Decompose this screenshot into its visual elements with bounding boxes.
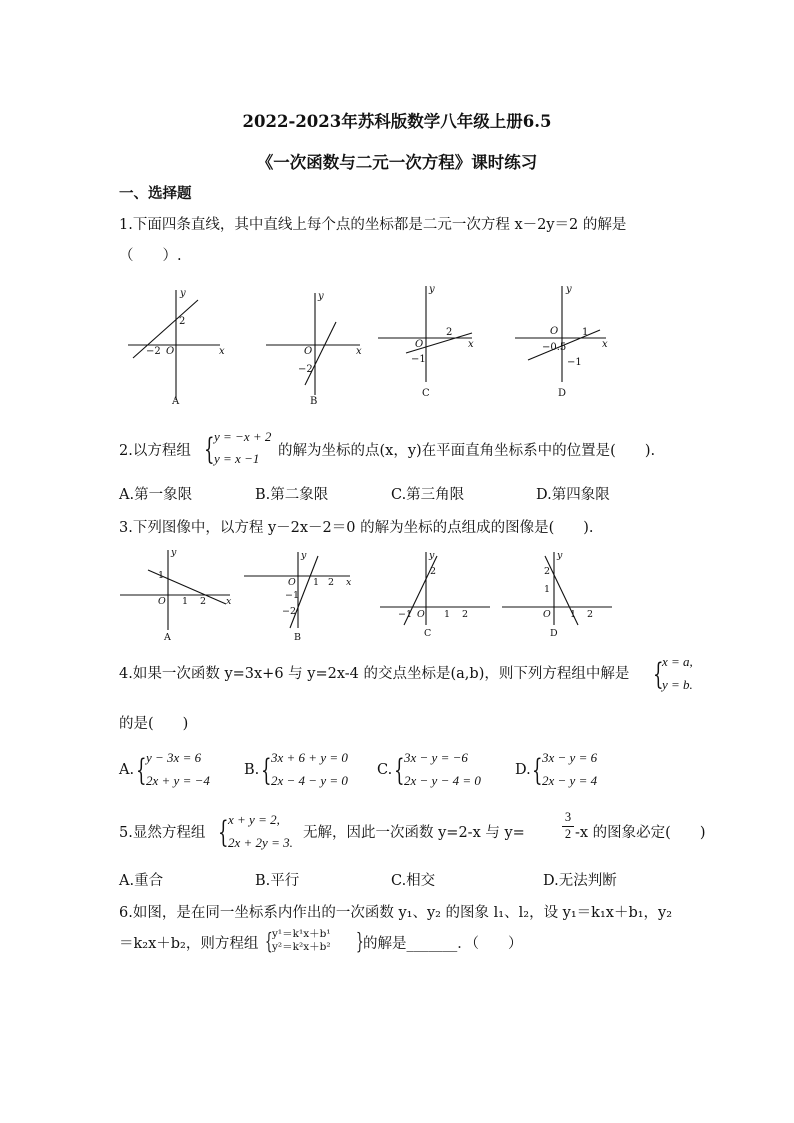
svg-text:y: y xyxy=(429,284,435,295)
q3-d-tick-y2: 2 xyxy=(544,566,551,577)
q4-d-eq1: 3x − y = 6 xyxy=(542,750,598,765)
q1-c-label: C xyxy=(422,388,430,399)
q5-eq1: x + y = 2, xyxy=(228,812,280,827)
q2-option-b: B.第二象限 xyxy=(255,487,329,503)
q2-eq2: y = x −1 xyxy=(214,451,260,466)
q4-b-brace: { xyxy=(261,753,272,788)
q3-graphs xyxy=(0,545,794,645)
q6-eq1: y¹＝k¹x＋b¹ xyxy=(272,928,331,940)
q4-a-eq1: y − 3x = 6 xyxy=(146,750,202,765)
q3-a-tick-y: 1 xyxy=(158,570,165,581)
q2-suffix: 的解为坐标的点(x，y)在平面直角坐标系中的位置是( ). xyxy=(278,443,656,459)
q1-c-tick-x: 2 xyxy=(446,327,453,338)
q1-graph-b xyxy=(266,293,360,395)
q5-option-a: A.重合 xyxy=(119,873,164,889)
q4-sol-y: y = b. xyxy=(662,677,693,692)
q3-a-tick-x2: 2 xyxy=(200,596,207,607)
q6-brace-close: } xyxy=(356,930,364,955)
svg-text:y: y xyxy=(301,550,307,561)
q2-option-d: D.第四象限 xyxy=(536,487,610,503)
q3-c-tick-xneg: −1 xyxy=(398,609,413,620)
q6-brace: { xyxy=(265,930,273,955)
svg-text:y: y xyxy=(171,547,177,558)
svg-text:y: y xyxy=(429,550,435,561)
q5-frac-den: 2 xyxy=(564,827,572,841)
svg-text:y: y xyxy=(557,550,563,561)
q5-option-d: D.无法判断 xyxy=(543,873,617,889)
q2-eq1: y = −x + 2 xyxy=(214,429,272,444)
svg-text:x: x xyxy=(346,577,352,588)
q4-a-eq2: 2x + y = −4 xyxy=(146,773,210,788)
q3-b-tick-y1: −1 xyxy=(285,590,300,601)
svg-text:y: y xyxy=(318,291,324,302)
q1-a-origin: O xyxy=(166,346,175,357)
q4-d-brace: { xyxy=(532,753,543,788)
q1-d-tick-x: 1 xyxy=(582,327,589,338)
q3-a-origin: O xyxy=(158,596,166,607)
svg-text:x: x xyxy=(602,339,608,350)
q5-option-b: B.平行 xyxy=(255,873,300,889)
q1-b-origin: O xyxy=(304,346,313,357)
q1-c-tick-y: −1 xyxy=(411,354,426,365)
q4-c-eq1: 3x − y = −6 xyxy=(404,750,468,765)
q3-d-tick-x2: 2 xyxy=(587,609,594,620)
q1-text: 1.下面四条直线，其中直线上每个点的坐标都是二元一次方程 x－2y＝2 的解是 xyxy=(119,217,627,233)
svg-text:x: x xyxy=(226,596,232,607)
q4-b-eq1: 3x + 6 + y = 0 xyxy=(271,750,348,765)
svg-text:x: x xyxy=(468,339,474,350)
q3-d-tick-x1: 1 xyxy=(570,609,577,620)
q3-b-tick-x2: 2 xyxy=(328,577,335,588)
q3-c-tick-y: 2 xyxy=(430,566,437,577)
q3-a-tick-x1: 1 xyxy=(182,596,189,607)
q4-text-2: 的是( ) xyxy=(119,716,189,732)
q2-option-c: C.第三角限 xyxy=(391,487,465,503)
q6-text-2: ＝k₂x＋b₂，则方程组 xyxy=(119,936,259,952)
q2-prefix: 2.以方程组 xyxy=(119,443,191,459)
q6-text-1: 6.如图，是在同一坐标系内作出的一次函数 y₁、y₂ 的图象 l₁、l₂，设 y₁＝k₁x＋b₁，y₂ xyxy=(119,905,673,921)
q1-d-label: D xyxy=(558,388,567,399)
q1-b-tick-y: −2 xyxy=(298,364,313,375)
q4-sol-x: x = a, xyxy=(662,654,693,669)
q4-b-eq2: 2x − 4 − y = 0 xyxy=(271,773,348,788)
q4-a-brace: { xyxy=(136,753,147,788)
q4-option-c-label: C. xyxy=(377,762,393,778)
q4-text: 4.如果一次函数 y=3x+6 与 y=2x-4 的交点坐标是(a,b)，则下列方程组中解是 xyxy=(119,666,630,682)
q1-a-tick-y: 2 xyxy=(179,316,186,327)
q1-d-tick-y: −1 xyxy=(567,357,582,368)
q3-c-tick-x2: 2 xyxy=(462,609,469,620)
q3-d-origin: O xyxy=(543,609,551,620)
q1-answer-blank: （ ）. xyxy=(119,248,182,264)
q5-prefix: 5.显然方程组 xyxy=(119,825,206,841)
title-line-1: 2022-2023年苏科版数学八年级上册6.5 xyxy=(242,112,552,131)
q1-b-label: B xyxy=(310,396,318,407)
q3-d-label: D xyxy=(550,628,558,639)
q1-d-origin: O xyxy=(550,326,559,337)
section-heading: 一、选择题 xyxy=(119,185,192,202)
q3-c-label: C xyxy=(424,628,432,639)
q1-a-label: A xyxy=(172,396,180,407)
q2-brace: { xyxy=(204,432,215,467)
q5-brace: { xyxy=(218,815,229,850)
svg-text:y: y xyxy=(180,288,186,299)
q2-option-a: A.第一象限 xyxy=(119,487,193,503)
q1-graph-d xyxy=(515,286,606,382)
title-line-2: 《一次函数与二元一次方程》课时练习 xyxy=(256,153,538,172)
q3-c-origin: O xyxy=(417,609,425,620)
q3-b-tick-x1: 1 xyxy=(313,577,320,588)
q3-b-origin: O xyxy=(288,577,296,588)
q5-option-c: C.相交 xyxy=(391,873,436,889)
q3-b-tick-y2: −2 xyxy=(282,606,297,617)
q1-a-tick-x: −2 xyxy=(146,346,161,357)
q1-d-tick-x2: −0.5 xyxy=(542,342,567,353)
q3-text: 3.下列图像中，以方程 y－2x－2＝0 的解为坐标的点组成的图像是( ). xyxy=(119,520,594,536)
q5-frac-num: 3 xyxy=(564,810,572,824)
q4-c-brace: { xyxy=(394,753,405,788)
svg-text:y: y xyxy=(566,284,572,295)
q3-a-label: A xyxy=(164,632,171,643)
q3-d-tick-y1: 1 xyxy=(544,584,551,595)
q4-option-a-label: A. xyxy=(119,762,135,778)
q6-eq2: y²＝k²x＋b² xyxy=(272,941,331,953)
q4-option-d-label: D. xyxy=(515,762,531,778)
q1-c-origin: O xyxy=(415,339,424,350)
svg-text:x: x xyxy=(219,346,225,357)
q3-b-label: B xyxy=(294,632,301,643)
q4-c-eq2: 2x − y − 4 = 0 xyxy=(404,773,481,788)
svg-text:x: x xyxy=(356,346,362,357)
q1-graphs xyxy=(0,280,794,410)
q1-graph-a xyxy=(128,290,220,400)
q5-suffix: -x 的图象必定( ) xyxy=(575,825,706,841)
q1-graph-c xyxy=(378,286,472,382)
q3-c-tick-x1: 1 xyxy=(444,609,451,620)
q5-middle: 无解，因此一次函数 y=2-x 与 y= xyxy=(303,825,525,841)
q6-text-3: 的解是_______．（ ） xyxy=(363,936,523,952)
q5-eq2: 2x + 2y = 3. xyxy=(228,835,293,850)
q4-d-eq2: 2x − y = 4 xyxy=(542,773,598,788)
q4-option-b-label: B. xyxy=(244,762,260,778)
q4-brace: { xyxy=(653,657,664,692)
